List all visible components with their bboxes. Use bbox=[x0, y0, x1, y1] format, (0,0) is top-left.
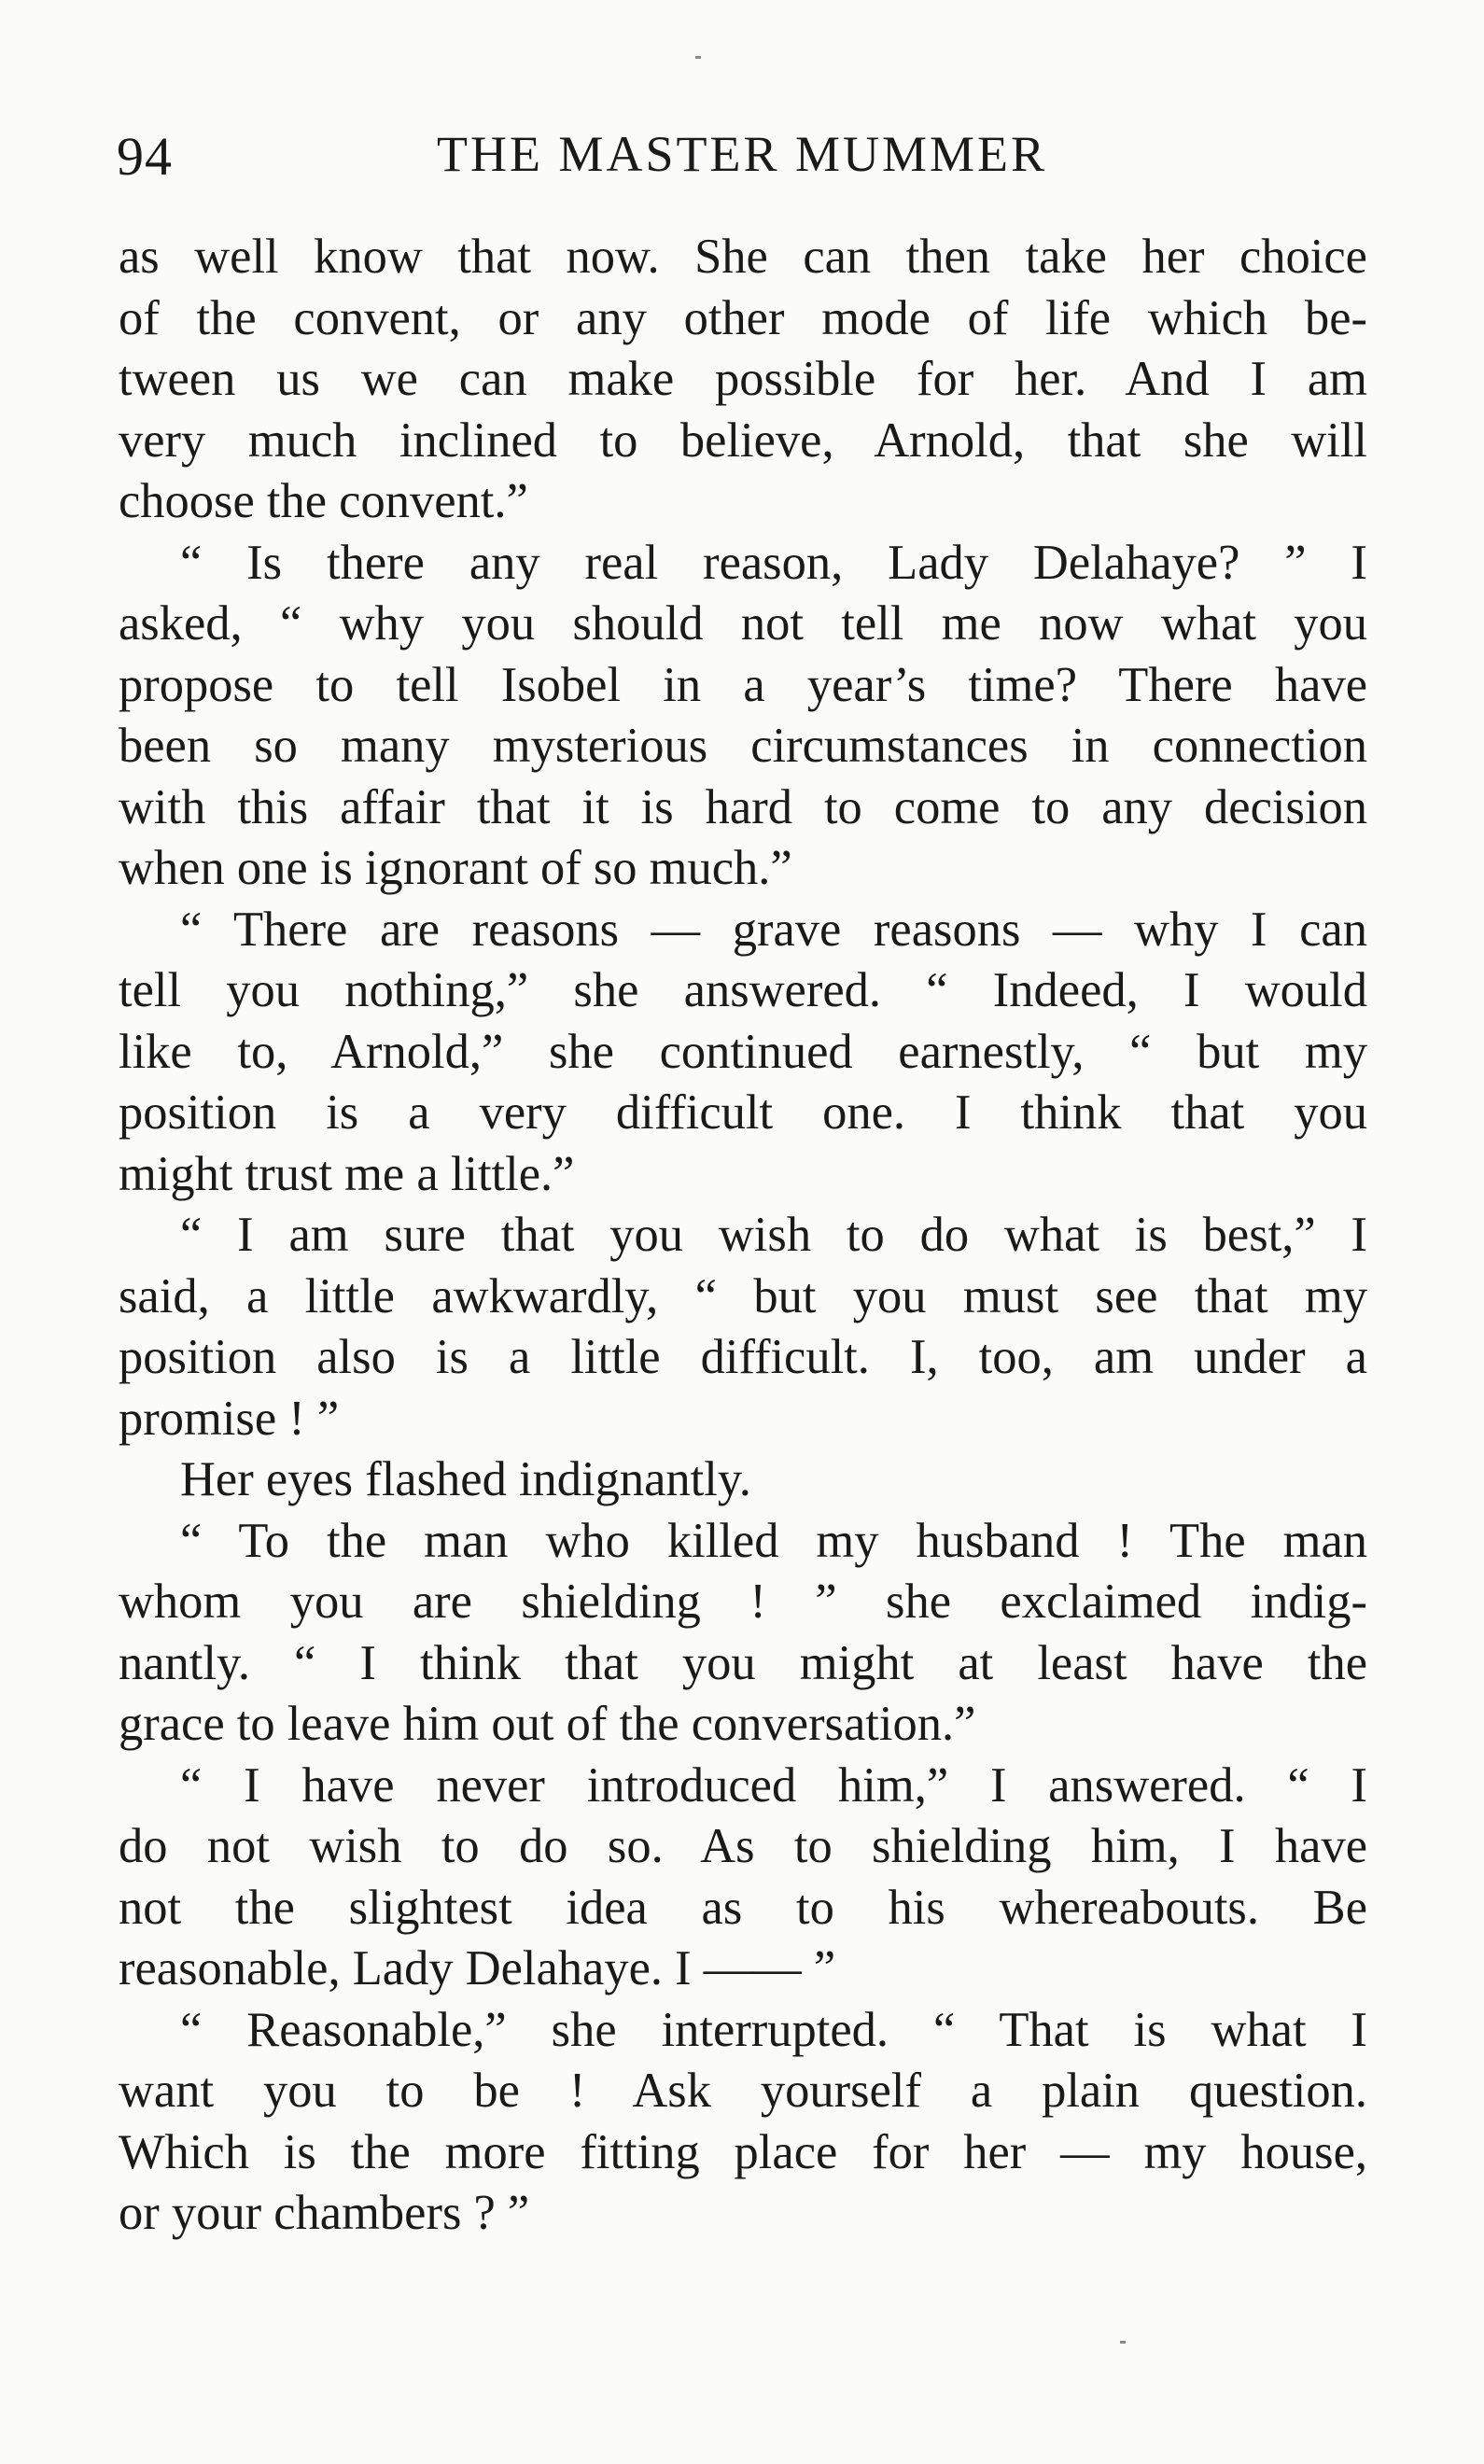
text-line: grace to leave him out of the conversation.” bbox=[119, 1697, 976, 1751]
text-line: very much inclined to believe, Arnold, that she will bbox=[119, 413, 1367, 468]
text-line: choose the convent.” bbox=[119, 474, 528, 528]
text-line: nantly. “ I think that you might at least have the bbox=[119, 1635, 1367, 1690]
text-line: “ Reasonable,” she interrupted. “ That is what I bbox=[180, 2002, 1367, 2057]
text-line: Which is the more fitting place for her — my house, bbox=[119, 2124, 1367, 2179]
text-line: position is a very difficult one. I think that you bbox=[119, 1085, 1367, 1140]
page-header bbox=[117, 119, 1367, 203]
text-line: want you to be ! Ask yourself a plain question. bbox=[119, 2064, 1367, 2118]
print-speck bbox=[695, 56, 701, 59]
text-line: do not wish to do so. As to shielding him, I have bbox=[119, 1819, 1367, 1873]
text-line: reasonable, Lady Delahaye. I —— ” bbox=[119, 1941, 836, 1995]
text-line: not the slightest idea as to his whereabouts. Be bbox=[119, 1880, 1367, 1935]
text-line: might trust me a little.” bbox=[119, 1146, 575, 1201]
text-line: with this affair that it is hard to come to any decision bbox=[119, 779, 1367, 834]
page-number: 94 bbox=[117, 126, 173, 187]
text-line: “ I have never introduced him,” I answered. “ I bbox=[180, 1757, 1367, 1813]
text-line: Her eyes flashed indignantly. bbox=[180, 1452, 751, 1506]
text-line: “ There are reasons — grave reasons — why I can bbox=[180, 902, 1367, 957]
print-speck bbox=[1120, 2341, 1126, 2344]
body-text bbox=[119, 227, 1367, 2245]
text-line: asked, “ why you should not tell me now what you bbox=[119, 596, 1367, 651]
text-line: whom you are shielding ! ” she exclaimed indig- bbox=[119, 1575, 1367, 1629]
text-line: said, a little awkwardly, “ but you must see that my bbox=[119, 1268, 1367, 1323]
text-line: like to, Arnold,” she continued earnestly, “ but my bbox=[119, 1024, 1367, 1079]
text-line: position also is a little difficult. I, too, am under a bbox=[119, 1330, 1367, 1384]
text-line: or your chambers ? ” bbox=[119, 2186, 530, 2240]
running-title: THE MASTER MUMMER bbox=[436, 126, 1048, 182]
text-line: as well know that now. She can then take her choice bbox=[119, 230, 1367, 284]
text-line: “ To the man who killed my husband ! The man bbox=[180, 1513, 1367, 1568]
text-line: propose to tell Isobel in a year’s time? There have bbox=[119, 657, 1367, 712]
text-line: “ Is there any real reason, Lady Delahaye? ” I bbox=[180, 535, 1367, 590]
text-line: of the convent, or any other mode of life which be- bbox=[119, 290, 1367, 345]
text-line: tween us we can make possible for her. And I am bbox=[119, 352, 1367, 406]
text-line: tell you nothing,” she answered. “ Indeed, I would bbox=[119, 963, 1367, 1017]
text-line: promise ! ” bbox=[119, 1391, 340, 1446]
text-line: when one is ignorant of so much.” bbox=[119, 841, 792, 895]
text-line: been so many mysterious circumstances in connection bbox=[119, 719, 1367, 773]
text-line: “ I am sure that you wish to do what is best,” I bbox=[180, 1208, 1367, 1262]
